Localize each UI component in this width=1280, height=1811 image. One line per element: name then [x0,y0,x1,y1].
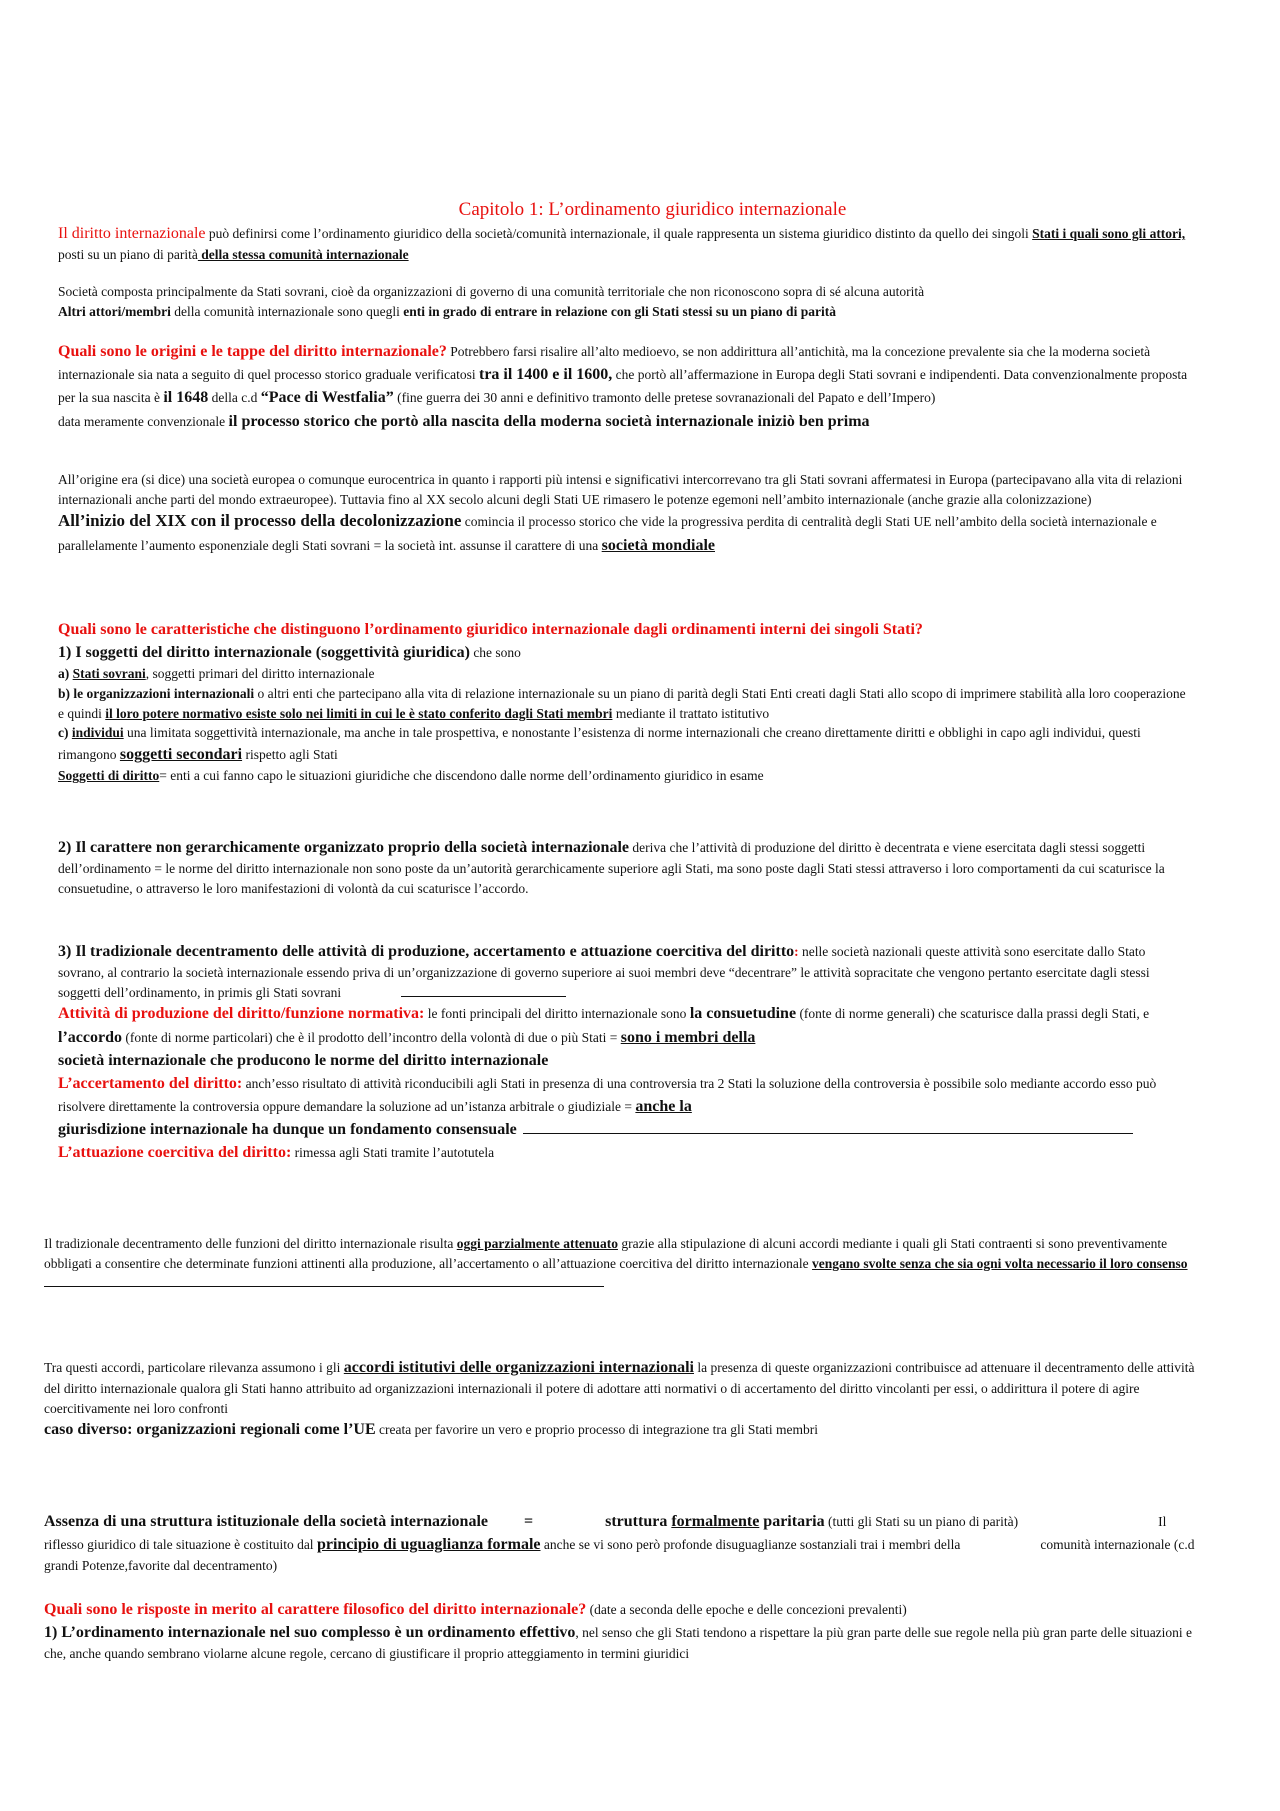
eurocentric-underline-1: società mondiale [601,536,715,554]
production-text-1: le fonti principali del diritto internazionale sono [424,1006,690,1022]
eurocentric-paragraph [58,470,1188,557]
society-text-1: Società composta principalmente da Stati sovrani, cioè da organizzazioni di governo di una comunità territoriale che non riconoscono sopra di sé alcuna autorità [58,284,925,299]
characteristics-b-text-2: mediante il trattato istitutivo [612,705,770,721]
characteristics-definition-term: Soggetti di diritto [58,767,160,783]
agreements-text-3: creata per favorire un vero e proprio processo di integrazione tra gli Stati membri [375,1422,818,1438]
agreements-bold: caso diverso: organizzazioni regionali come l’UE [44,1421,376,1439]
absence-bold-2: struttura [605,1513,672,1530]
production-text-3: (fonte di norme particolari) che è il prodotto dell’incontro della volontà di due o più Stati = [121,1029,621,1045]
eurocentric-text-2: comincia il processo storico che vide la progressiva perdita di centralità degli Stati UE nell’ambito della società internazionale e parallelamente l’aumento esponenziale degli Stati sovrani = la società int. assunse il carattere di una [58,514,1157,553]
production-bold-3: società internazionale che producono le norme del diritto internazionale [58,1051,549,1069]
absence-text-2: Il riflesso giuridico di tale situazione è costituito dal [44,1514,1167,1553]
characteristics-heading-1: 1) I soggetti del diritto internazionale (soggettività giuridica) [58,644,470,662]
attenuated-underline-2: vengano svolte senza che sia ogni volta necessario il loro consenso [812,1255,1188,1271]
absence-text-1: (tutti gli Stati su un piano di parità) [824,1514,1019,1529]
point2-paragraph [58,836,1188,898]
production-underline: sono i membri della [620,1028,756,1046]
society-bold-2: enti in grado di entrare in relazione con gli Stati stessi su un piano di parità [403,303,836,319]
eurocentric-bold-1: All’inizio del XIX con il processo della decolonizzazione [58,511,462,531]
origins-paragraph [58,340,1188,433]
production-bold-2: l’accordo [58,1028,122,1046]
characteristics-paragraph [58,618,1188,785]
characteristics-b-text: o altri enti che partecipano alla vita di relazione internazionale su un piano di parità degli Stati Enti creati dagli Stati allo scopo di imprimere stabilità alla loro cooperazione e quindi [58,685,1186,721]
society-text-2: della comunità internazionale sono quegli [170,303,404,319]
point3-rule [401,995,566,997]
characteristics-c-text: una limitata soggettività internazionale, ma anche in tale prospettiva, e nonostante l’esistenza di norme internazionali che creano direttamente diritti e obblighi in capo agli individui, questi rimangono [58,725,1141,762]
absence-bold-1: Assenza di una struttura istituzionale della società internazionale [44,1513,488,1530]
point3-colon: : [794,944,799,959]
intro-underline-1: Stati i quali sono gli attori, [1032,226,1186,241]
absence-underline-1: formalmente [671,1513,760,1530]
attenuated-text-2: grazie alla stipulazione di alcuni accordi mediante i quali gli Stati contraenti si sono preventivamente obbligati a consentire che determinate funzioni attinenti alla produzione, all’accertamento o all’attuazione coercitiva del diritto internazionale [44,1236,1168,1271]
philosophy-bold: 1) L’ordinamento internazionale nel suo complesso è un ordinamento effettivo [44,1624,576,1642]
origins-text-2: che portò all’affermazione in Europa degli Stati sovrani e indipendenti. Data convenzionalmente proposta per la sua nascita è [58,367,1188,406]
origins-bold-3: “Pace di Westfalia” [260,389,394,407]
intro-underline-2: della stessa comunità internazionale [197,247,409,263]
characteristics-a-label: a) [58,666,73,682]
philosophy-paragraph [44,1598,1204,1664]
origins-text-4: (fine guerra dei 30 anni e definitivo tramonto delle pretese sovranazionali del Papato e dell’Impero) [393,390,936,406]
attuazione-text: rimessa agli Stati tramite l’autotutela [291,1145,495,1161]
agreements-text-1: Tra questi accordi, particolare rilevanza assumono i gli [44,1360,344,1375]
philosophy-question: Quali sono le risposte in merito al carattere filosofico del diritto internazionale? [44,1601,587,1618]
accertamento-rule [523,1132,1133,1134]
production-bold-1: la consuetudine [689,1005,797,1023]
accertamento-underline: anche la [635,1098,692,1116]
intro-paragraph [58,222,1188,265]
origins-text-3: della c.d [208,390,261,406]
intro-label: Il diritto internazionale [58,225,206,242]
absence-equals: = [523,1513,534,1530]
characteristics-heading-1-text: che sono [469,645,521,661]
point2-text: deriva che l’attività di produzione del diritto è decentrata e viene esercitata dagli stessi soggetti dell’ordinamento = le norme del diritto internazionale non sono poste da un’autorità gerarchicamente superiore agli Stati, ma sono poste dagli Stati stessi attraverso i loro comportamenti da cui scaturisce la consuetudine, o attraverso le loro manifestazioni di volontà da cui scaturisce l’accordo. [58,840,1165,896]
attenuated-text-1: Il tradizionale decentramento delle funzioni del diritto internazionale risulta [44,1236,457,1251]
characteristics-b-label: b) le organizzazioni internazionali [58,685,255,701]
philosophy-text: , nel senso che gli Stati tendono a rispettare la più gran parte delle sue regole nella più gran parte delle situazioni e che, anche quando sembrano violarne alcune regole, cercano di giustificare il proprio atteggiamento in termini giuridici [44,1625,1193,1662]
accertamento-text: anch’esso risultato di attività riconducibili agli Stati in presenza di una controversia tra 2 Stati la soluzione della controversia è possibile solo mediante accordo esso può risolvere direttamente la controversia oppure demandare la soluzione ad un’istanza arbitrale o giudiziale = [58,1075,1157,1115]
society-paragraph [58,282,1188,321]
characteristics-a-underline: Stati sovrani [72,666,146,682]
characteristics-a-text: , soggetti primari del diritto internazionale [145,666,375,682]
absence-paragraph [44,1510,1204,1576]
absence-bold-3: paritaria [759,1513,825,1530]
origins-question: Quali sono le origini e le tappe del diritto internazionale? [58,343,447,360]
agreements-text-2: la presenza di queste organizzazioni contribuisce ad attenuare il decentramento delle attività del diritto internazionale qualora gli Stati hanno attribuito ad organizzazioni internazionali il potere di adottare atti normativi o di accertamento del diritto vincolanti per essi, o addirittura il potere di agire coercitivamente nei loro confronti [44,1360,1195,1416]
characteristics-c-underline: individui [71,725,124,741]
attenuated-rule [44,1285,604,1287]
characteristics-c-text-2: rispetto agli Stati [242,746,338,762]
characteristics-c-underline-2: soggetti secondari [119,745,243,763]
philosophy-question-text: (date a seconda delle epoche e delle concezioni prevalenti) [586,1602,907,1617]
absence-underline-2: principio di uguaglianza formale [316,1536,541,1554]
point3-text: nelle società nazionali queste attività sono esercitate dallo Stato sovrano, al contrario la società internazionale essendo priva di un’organizzazione di governo superiore ai suoi membri deve “decentrare” le attività sopracitate che vengono pertanto esercitate dagli stessi soggetti dell’ordinamento, in primis gli Stati sovrani [58,944,1150,1000]
attuazione-label: L’attuazione coercitiva del diritto: [58,1144,292,1162]
production-label: Attività di produzione del diritto/funzione normativa: [58,1005,425,1023]
chapter-title: Capitolo 1: L’ordinamento giuridico internazionale [458,199,847,220]
intro-text-2: posti su un piano di parità [58,247,198,263]
attenuated-underline-1: oggi parzialmente attenuato [456,1236,618,1251]
eurocentric-text-1: All’origine era (si dice) una società europea o comunque eurocentrica in quanto i rapporti più intensi e significativi intercorrevano tra gli Stati sovrani affermatesi in Europa (partecipavano alla vita di relazioni internazionali anche parti del mondo extraeuropee). Tuttavia fino al XX secolo alcuni degli Stati UE rimasero le potenze egemoni nell’ambito internazionale (anche grazie alla colonizzazione) [58,472,1183,507]
origins-text-1: Potrebbero farsi risalire all’alto medioevo, se non addirittura all’antichità, ma la concezione prevalente sia che la moderna società internazionale sia nata a seguito di quel processo storico graduale verificatosi [58,344,1151,383]
accertamento-bold: giurisdizione internazionale ha dunque un fondamento consensuale [58,1121,517,1139]
origins-bold-1: tra il 1400 e il 1600, [478,366,613,384]
intro-text-1: può definirsi come l’ordinamento giuridico della società/comunità internazionale, il quale rappresenta un sistema giuridico distinto da quello dei singoli [205,226,1033,241]
absence-text-3: anche se vi sono però profonde disuguaglianze sostanziali trai i membri della [540,1537,961,1553]
attenuated-paragraph [44,1234,1204,1293]
characteristics-b-underline: il loro potere normativo esiste solo nei limiti in cui le è stato conferito dagli Stati membri [105,705,613,721]
agreements-underline: accordi istitutivi delle organizzazioni internazionali [343,1359,694,1376]
characteristics-definition-text: = enti a cui fanno capo le situazioni giuridiche che discendono dalle norme dell’ordinamento giuridico in esame [159,767,764,783]
point3-heading: 3) Il tradizionale decentramento delle attività di produzione, accertamento e attuazione coercitiva del diritto [58,943,795,960]
absence-text-4: comunità internazionale (c.d grandi Potenze,favorite dal decentramento) [44,1537,1195,1574]
production-text-2: (fonte di norme generali) che scaturisce dalla prassi degli Stati, e [796,1006,1150,1022]
characteristics-question: Quali sono le caratteristiche che distinguono l’ordinamento giuridico internazionale dagli ordinamenti interni dei singoli Stati? [58,621,923,638]
society-bold-1: Altri attori/membri [58,303,171,319]
origins-bold-2: il 1648 [163,389,209,407]
agreements-paragraph [44,1356,1204,1442]
origins-bold-4: il processo storico che portò alla nascita della moderna società internazionale iniziò ben prima [228,412,870,430]
accertamento-label: L’accertamento del diritto: [58,1074,243,1092]
point2-heading: 2) Il carattere non gerarchicamente organizzato proprio della società internazionale [58,839,629,856]
origins-text-5: data meramente convenzionale [58,413,229,429]
point3-paragraph [58,940,1188,1165]
characteristics-c-label: c) [58,725,72,741]
